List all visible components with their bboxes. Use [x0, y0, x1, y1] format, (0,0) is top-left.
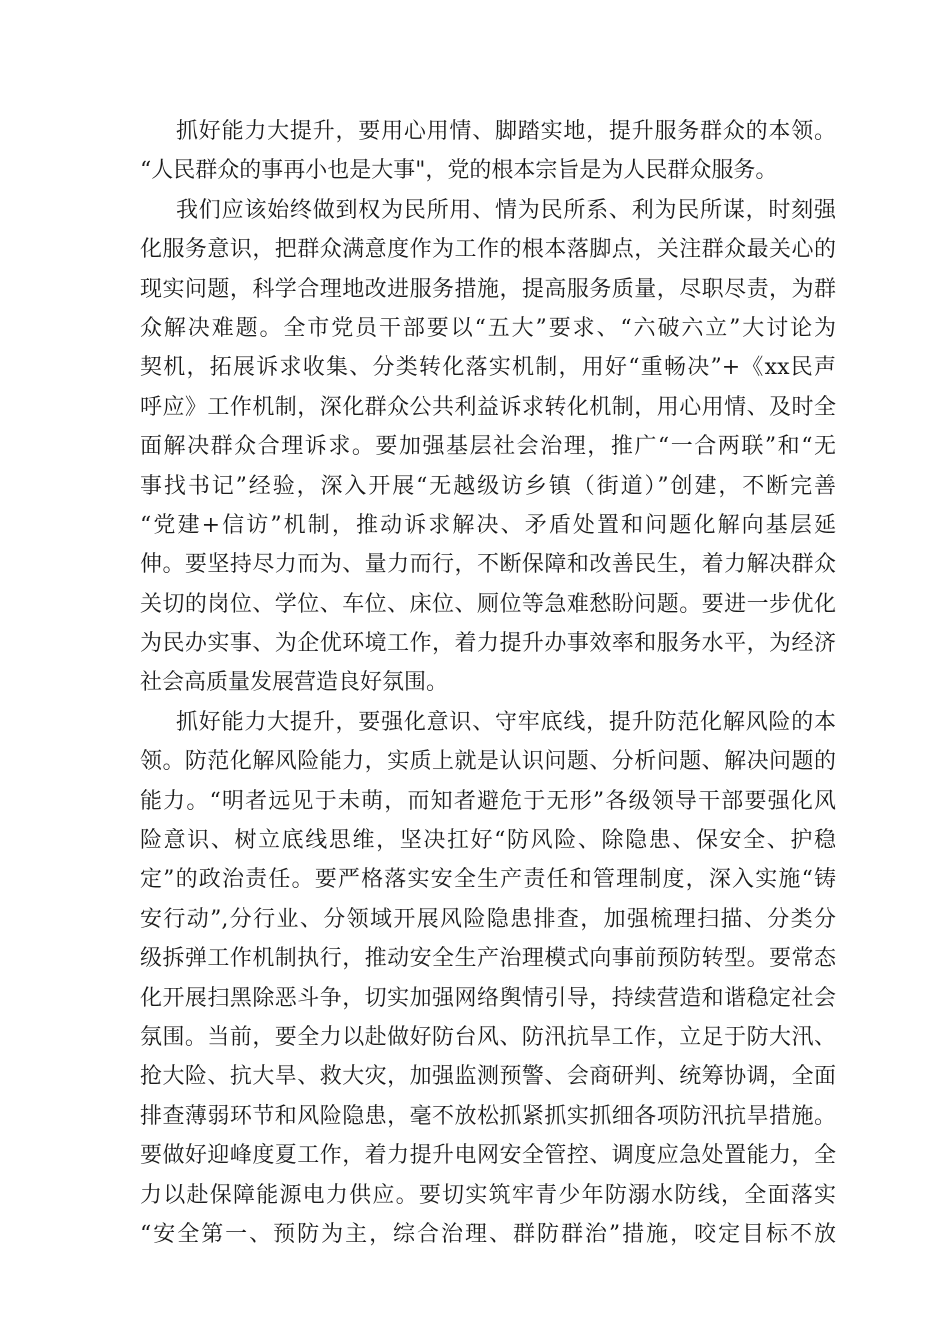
text-line: 社会高质量发展营造良好氛围。: [140, 670, 449, 696]
text-line: 力以赴保障能源电力供应。要切实筑牢青少年防溺水防线，全面落实: [140, 1182, 836, 1208]
paragraph-2: [140, 191, 836, 703]
text-line: 抓好能力大提升，要强化意识、守牢底线，提升防范化解风险的本: [176, 709, 836, 735]
text-line: “党建+信访”机制，推动诉求解决、矛盾处置和问题化解向基层延: [140, 512, 836, 538]
text-line: 抓好能力大提升，要用心用情、脚踏实地，提升服务群众的本领。: [176, 119, 836, 144]
text-line: 关切的岗位、学位、车位、床位、厕位等急难愁盼问题。要进一步优化: [140, 591, 836, 617]
text-line: 化服务意识，把群众满意度作为工作的根本落脚点，关注群众最关心的: [140, 237, 836, 263]
text-line: 险意识、树立底线思维，坚决扛好“防风险、除隐患、保安全、护稳: [140, 828, 836, 854]
text-line: 呼应》工作机制，深化群众公共利益诉求转化机制，用心用情、及时全: [140, 394, 836, 420]
text-line: 领。防范化解风险能力，实质上就是认识问题、分析问题、解决问题的: [140, 749, 836, 775]
text-line: 为民办实事、为企优环境工作，着力提升办事效率和服务水平，为经济: [140, 631, 836, 657]
body-text: [140, 112, 836, 1254]
text-line: “安全第一、预防为主，综合治理、群防群治”措施，咬定目标不放: [140, 1221, 836, 1247]
text-line: 契机，拓展诉求收集、分类转化落实机制，用好“重畅决”+《xx民声: [140, 355, 836, 381]
text-line: 定”的政治责任。要严格落实安全生产责任和管理制度，深入实施“铸: [140, 867, 836, 893]
text-line: 能力。“明者远见于未萌，而知者避危于无形”各级领导干部要强化风: [140, 788, 836, 814]
paragraph-1: [140, 112, 836, 191]
text-line: 现实问题，科学合理地改进服务措施，提高服务质量，尽职尽责，为群: [140, 276, 836, 302]
text-line: 伸。要坚持尽力而为、量力而行，不断保障和改善民生，着力解决群众: [140, 552, 836, 578]
text-line: 抢大险、抗大旱、救大灾，加强监测预警、会商研判、统筹协调，全面: [140, 1064, 836, 1090]
text-line: 我们应该始终做到权为民所用、情为民所系、利为民所谋，时刻强: [176, 197, 836, 223]
text-line: 要做好迎峰度夏工作，着力提升电网安全管控、调度应急处置能力，全: [140, 1143, 836, 1169]
text-line: 排查薄弱环节和风险隐患，毫不放松抓紧抓实抓细各项防汛抗旱措施。: [140, 1103, 836, 1129]
text-line: 化开展扫黑除恶斗争，切实加强网络舆情引导，持续营造和谐稳定社会: [140, 985, 836, 1011]
text-line: 事找书记”经验，深入开展“无越级访乡镇（街道）”创建，不断完善: [140, 473, 836, 499]
text-line: 安行动”,分行业、分领域开展风险隐患排查，加强梳理扫描、分类分: [140, 906, 836, 932]
text-line: 氛围。当前，要全力以赴做好防台风、防汛抗旱工作，立足于防大汛、: [140, 1024, 836, 1050]
text-line: 众解决难题。全市党员干部要以“五大”要求、“六破六立”大讨论为: [140, 315, 836, 341]
text-line: 面解决群众合理诉求。要加强基层社会治理，推广“一合两联”和“无: [140, 434, 836, 460]
text-line: “人民群众的事再小也是大事"，党的根本宗旨是为人民群众服务。: [140, 158, 778, 184]
text-line: 级拆弹工作机制执行，推动安全生产治理模式向事前预防转型。要常态: [140, 946, 836, 972]
paragraph-3: [140, 703, 836, 1254]
